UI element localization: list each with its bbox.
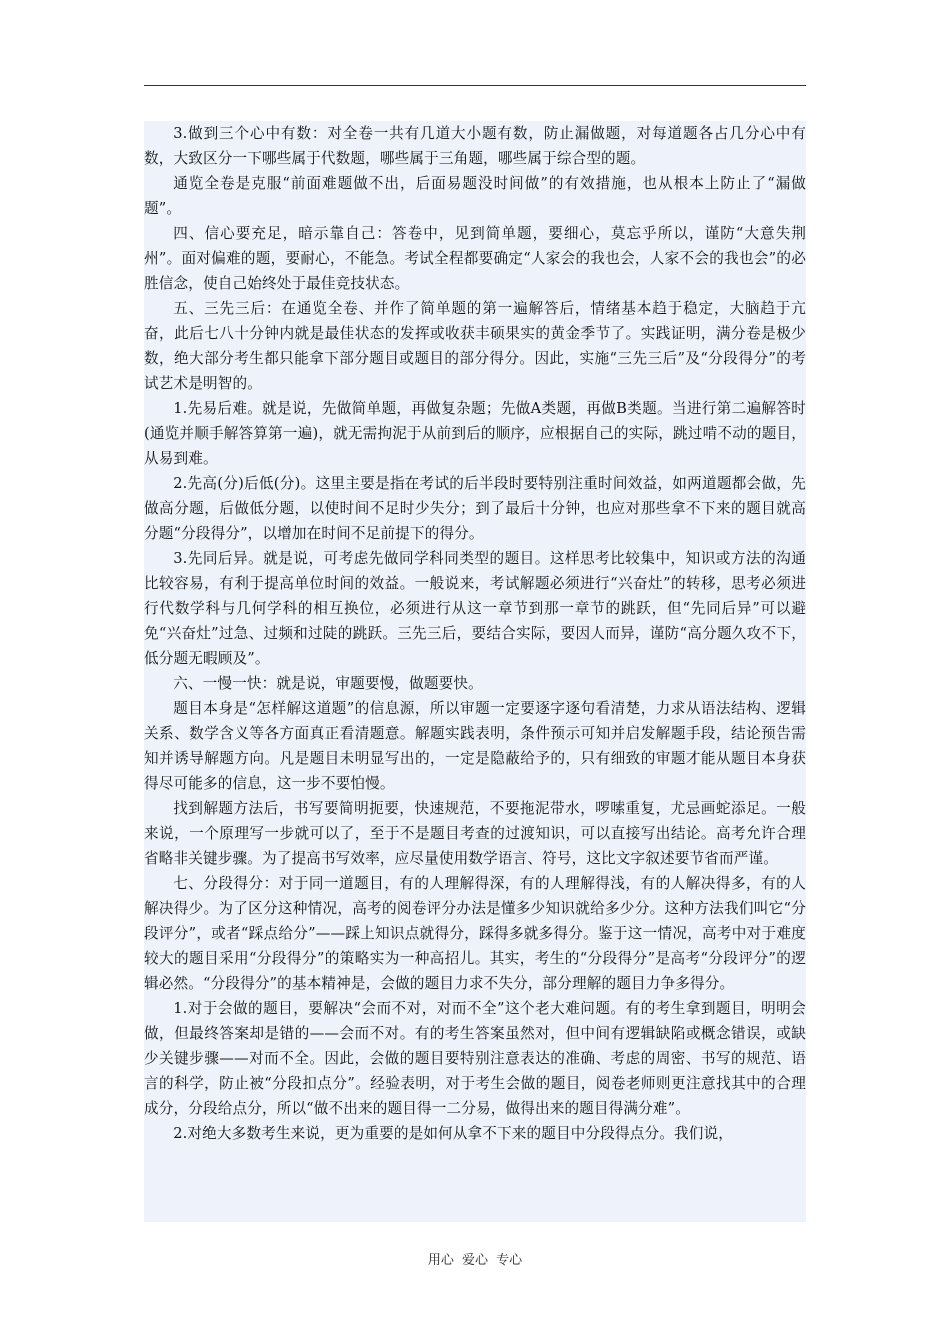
paragraph-confidence: 四、信心要充足，暗示靠自己：答卷中，见到简单题，要细心，莫忘乎所以，谨防“大意失荆州”。面对偏难的题，要耐心，不能急。考试全程都要确定“人家会的我也会，人家不会的我也会”的必胜信念，使自己始终处于最佳竞技状态。 [144, 225, 806, 292]
paragraph-same-before-different: 3.先同后异。就是说，可考虑先做同学科同类型的题目。这样思考比较集中，知识或方法的沟通比较容易，有利于提高单位时间的效益。一般说来，考试解题必须进行“兴奋灶”的转移，思考必须进行代数学科与几何学科的相互换位，必须进行从这一章节到那一章节的跳跃，但“先同后异”可以避免“兴奋灶”过急、过频和过陡的跳跃。三先三后，要结合实际，要因人而异，谨防“高分题久攻不下，低分题无暇顾及”。 [144, 550, 806, 667]
paragraph-slow-fast: 六、一慢一快：就是说，审题要慢，做题要快。 [173, 675, 483, 692]
paragraph-segmented-scoring: 七、分段得分：对于同一道题目，有的人理解得深，有的人理解得浅，有的人解决得多，有的人解决得少。为了区分这种情况，高考的阅卷评分办法是懂多少知识就给多少分。这种方法我们叫它“分段评分”，或者“踩点给分”——踩上知识点就得分，踩得多就多得分。鉴于这一情况，高考中对于难度较大的题目采用“分段得分”的策略实为一种高招儿。其实，考生的“分段得分”是高考“分段评分”的逻辑必然。“分段得分”的基本精神是，会做的题目力求不失分，部分理解的题目力争多得分。 [144, 875, 806, 992]
paragraph-overview: 通览全卷是克服“前面难题做不出，后面易题没时间做”的有效措施，也从根本上防止了“漏做题”。 [144, 175, 806, 217]
paragraph-write-concisely: 找到解题方法后，书写要简明扼要，快速规范，不要拖泥带水，啰嗦重复，尤忌画蛇添足。一般来说，一个原理写一步就可以了，至于不是题目考查的过渡知识，可以直接写出结论。高考允许合理省略非关键步骤。为了提高书写效率，应尽量使用数学语言、符号，这比文字叙述要节省而严谨。 [144, 800, 806, 867]
paragraph-three-minds: 3.做到三个心中有数：对全卷一共有几道大小题有数，防止漏做题，对每道题各占几分心中有数，大致区分一下哪些属于代数题，哪些属于三角题，哪些属于综合型的题。 [144, 125, 806, 167]
paragraph-three-first-three-later: 五、三先三后：在通览全卷、并作了简单题的第一遍解答后，情绪基本趋于稳定，大脑趋于亢奋，此后七八十分钟内就是最佳状态的发挥或收获丰硕果实的黄金季节了。实践证明，满分卷是极少数，绝大部分考生都只能拿下部分题目或题目的部分得分。因此，实施“三先三后”及“分段得分”的考试艺术是明智的。 [144, 300, 806, 392]
page-footer: 用心 爱心 专心 [427, 1253, 523, 1268]
paragraph-read-carefully: 题目本身是“怎样解这道题”的信息源，所以审题一定要逐字逐句看清楚，力求从语法结构、逻辑关系、数学含义等各方面真正看清题意。解题实践表明，条件预示可知并启发解题手段，结论预告需知并诱导解题方向。凡是题目未明显写出的，一定是隐蔽给予的，只有细致的审题才能从题目本身获得尽可能多的信息，这一步不要怕慢。 [144, 700, 806, 792]
document-body [144, 121, 806, 1222]
paragraph-unsolvable-problems: 2.对绝大多数考生来说，更为重要的是如何从拿不下来的题目中分段得点分。我们说， [173, 1125, 733, 1142]
paragraph-solvable-problems: 1.对于会做的题目，要解决“会而不对，对而不全”这个老大难问题。有的考生拿到题目，明明会做，但最终答案却是错的——会而不对。有的考生答案虽然对，但中间有逻辑缺陷或概念错误，或缺少关键步骤——对而不全。因此，会做的题目要特别注意表达的准确、考虑的周密、书写的规范、语言的科学，防止被“分段扣点分”。经验表明，对于考生会做的题目，阅卷老师则更注意找其中的合理成分，分段给点分，所以“做不出来的题目得一二分易，做得出来的题目得满分难”。 [144, 1000, 806, 1117]
header-rule [144, 85, 806, 86]
paragraph-easy-before-hard: 1.先易后难。就是说，先做简单题，再做复杂题；先做A类题，再做B类题。当进行第二遍解答时(通览并顺手解答算第一遍)，就无需拘泥于从前到后的顺序，应根据自己的实际，跳过啃不动的题目，从易到难。 [144, 400, 806, 467]
paragraph-high-before-low: 2.先高(分)后低(分)。这里主要是指在考试的后半段时要特别注重时间效益，如两道题都会做，先做高分题，后做低分题，以使时间不足时少失分；到了最后十分钟，也应对那些拿不下来的题目就高分题“分段得分”，以增加在时间不足前提下的得分。 [144, 475, 806, 542]
